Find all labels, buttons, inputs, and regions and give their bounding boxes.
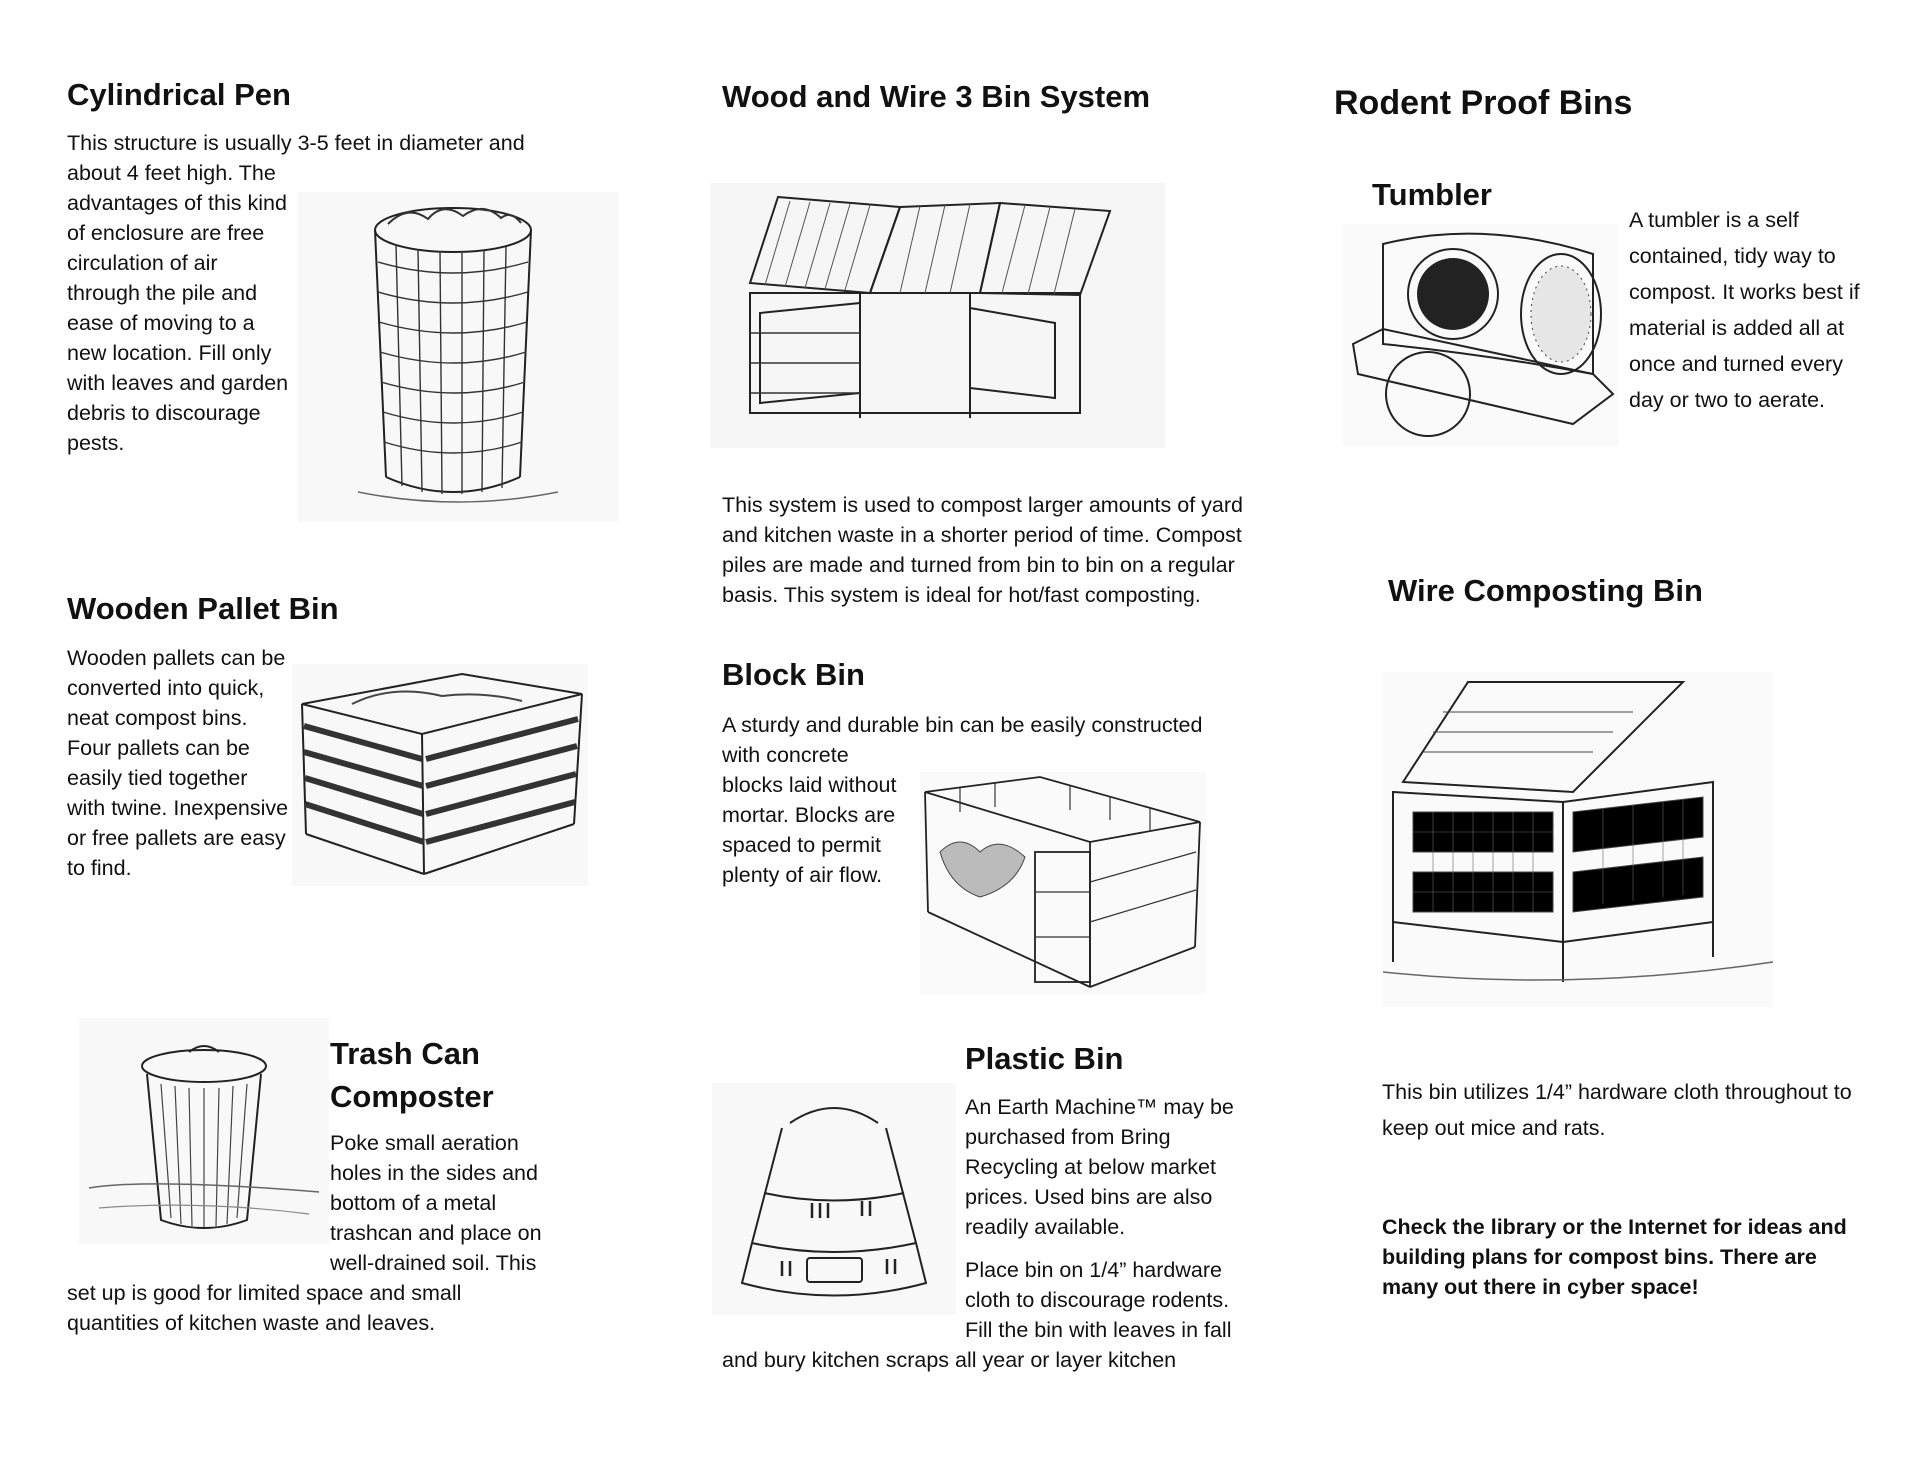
plastic-bin-title: Plastic Bin — [965, 1041, 1124, 1076]
rodent-proof-bins-heading: Rodent Proof Bins — [1334, 84, 1633, 122]
plastic-bin-text-tail: and bury kitchen scraps all year or layer kitchen — [722, 1348, 1177, 1372]
cylindrical-pen-text: advantages of this kind of enclosure are free circulation of air through the pile and ease of moving to a new location. Fill only with leaves and garden debris to discourage pests. — [67, 191, 289, 455]
cylindrical-pen-title: Cylindrical Pen — [67, 77, 291, 112]
cylindrical-pen-illustration — [296, 192, 620, 522]
plastic-bin-text-2: Place bin on 1/4” hardware cloth to discourage rodents. Fill the bin with leaves in fall — [965, 1258, 1232, 1342]
cylindrical-pen-text-top: This structure is usually 3-5 feet in diameter and about 4 feet high. The — [67, 131, 525, 185]
wooden-pallet-bin-text: Wooden pallets can be converted into quick, neat compost bins. Four pallets can be easily tied together with twine. Inexpensive or free pallets are easy to find. — [67, 646, 289, 880]
tumbler-title: Tumbler — [1372, 177, 1492, 212]
block-bin-illustration — [920, 772, 1206, 994]
block-bin-text-top: A sturdy and durable bin can be easily constructed — [722, 713, 1203, 737]
wood-wire-3-bin-title: Wood and Wire 3 Bin System — [722, 79, 1151, 114]
wire-composting-bin-text: This bin utilizes 1/4” hardware cloth throughout to keep out mice and rats. — [1382, 1080, 1852, 1140]
plastic-bin-illustration — [712, 1083, 956, 1315]
wire-composting-bin-illustration — [1383, 672, 1773, 1007]
wire-composting-bin-title: Wire Composting Bin — [1388, 573, 1703, 608]
wooden-pallet-bin-title: Wooden Pallet Bin — [67, 591, 339, 626]
trash-can-composter-title: Trash Can Composter — [330, 1036, 494, 1114]
trash-can-composter-text: Poke small aeration holes in the sides and bottom of a metal trashcan and place on well-drained soil. This — [330, 1131, 542, 1275]
trash-can-composter-illustration — [79, 1018, 329, 1244]
wood-wire-3-bin-text: This system is used to compost larger amounts of yard and kitchen waste in a shorter period of time. Compost piles are made and turned from bin to bin on a regular basis. This system is ideal for hot/fast composting. — [722, 493, 1243, 607]
tumbler-illustration — [1343, 224, 1619, 446]
wooden-pallet-bin-illustration — [292, 664, 588, 886]
wood-wire-3-bin-illustration — [710, 183, 1165, 448]
block-bin-text: with concrete blocks laid without mortar. Blocks are spaced to permit plenty of air flow. — [722, 743, 897, 887]
plastic-bin-text-1: An Earth Machine™ may be purchased from Bring Recycling at below market prices. Used bins are also readily available. — [965, 1095, 1234, 1239]
trash-can-composter-text-tail: set up is good for limited space and small quantities of kitchen waste and leaves. — [67, 1281, 462, 1335]
block-bin-title: Block Bin — [722, 657, 865, 692]
library-note: Check the library or the Internet for ideas and building plans for compost bins. There are many out there in cyber space! — [1382, 1215, 1847, 1299]
tumbler-text: A tumbler is a self contained, tidy way to compost. It works best if material is added all at once and turned every day or two to aerate. — [1629, 208, 1860, 412]
